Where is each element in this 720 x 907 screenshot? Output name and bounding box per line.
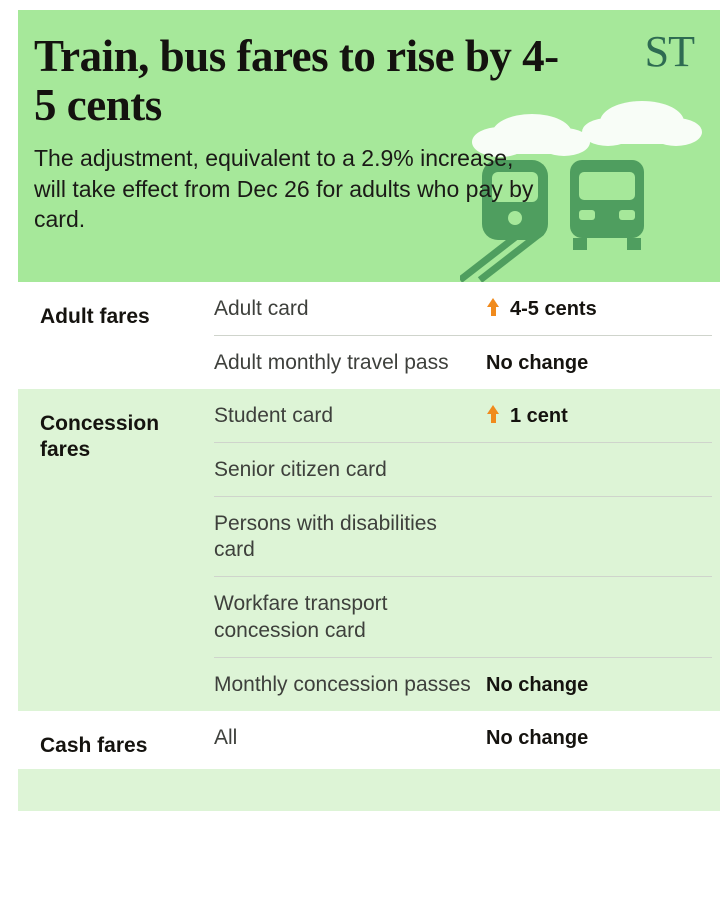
table-row <box>214 389 712 443</box>
header-banner <box>18 10 720 282</box>
fare-type-label: Workfare transport concession card <box>214 592 388 643</box>
bottom-spacer <box>0 811 720 843</box>
fare-change-value <box>486 403 712 429</box>
fare-category-label: Cash fares <box>40 733 148 757</box>
table-row <box>214 711 712 764</box>
infographic-root <box>0 10 720 907</box>
fare-section <box>18 282 720 389</box>
fare-rows <box>214 282 720 389</box>
fare-change-value <box>486 350 712 376</box>
fare-category-cell <box>18 711 214 769</box>
fare-type-label: Persons with disabilities card <box>214 511 437 562</box>
fare-type-label: Student card <box>214 403 334 427</box>
fare-change-text: No change <box>486 726 589 749</box>
fare-category-cell <box>18 389 214 711</box>
fare-change-value <box>486 296 712 322</box>
page-title: Train, bus fares to rise by 4-5 cents <box>34 31 559 130</box>
fare-rows <box>214 711 720 769</box>
table-row <box>214 497 712 578</box>
left-gutter <box>0 10 18 907</box>
arrow-up-icon <box>486 298 501 317</box>
fare-change-value <box>486 591 712 592</box>
fare-type-label: All <box>214 725 238 749</box>
arrow-up-icon <box>486 405 501 424</box>
fare-change-value <box>486 457 712 458</box>
logo-letter-t: T <box>668 27 694 76</box>
fare-type-label: Adult monthly travel pass <box>214 350 449 374</box>
table-row <box>214 443 712 497</box>
footer-band <box>18 769 720 811</box>
fare-change-text: 1 cent <box>510 404 568 427</box>
fares-table <box>18 282 720 769</box>
fare-change-text: 4-5 cents <box>510 298 597 320</box>
fare-type-label: Senior citizen card <box>214 457 387 481</box>
fare-category-cell <box>18 282 214 389</box>
fare-section <box>18 711 720 769</box>
fare-type-label: Monthly concession passes <box>214 673 471 696</box>
table-row <box>214 336 712 389</box>
fare-section <box>18 389 720 711</box>
fare-change-value <box>486 511 712 512</box>
subheadline: The adjustment, equivalent to a 2.9% increase, will take effect from Dec 26 for adults who pay by card. <box>34 145 534 233</box>
table-row <box>214 282 712 336</box>
straits-times-logo <box>644 27 694 76</box>
fare-category-label: Concession fares <box>40 411 160 461</box>
table-row <box>214 577 712 658</box>
fare-type-label: Adult card <box>214 297 309 320</box>
fare-category-label: Adult fares <box>40 305 150 328</box>
logo-letter-s: S <box>644 27 669 76</box>
fare-change-text: No change <box>486 674 589 696</box>
fare-change-text: No change <box>486 351 589 374</box>
table-row <box>214 658 712 711</box>
fare-change-value <box>486 725 712 751</box>
fare-change-value <box>486 672 712 698</box>
fare-rows <box>214 389 720 711</box>
